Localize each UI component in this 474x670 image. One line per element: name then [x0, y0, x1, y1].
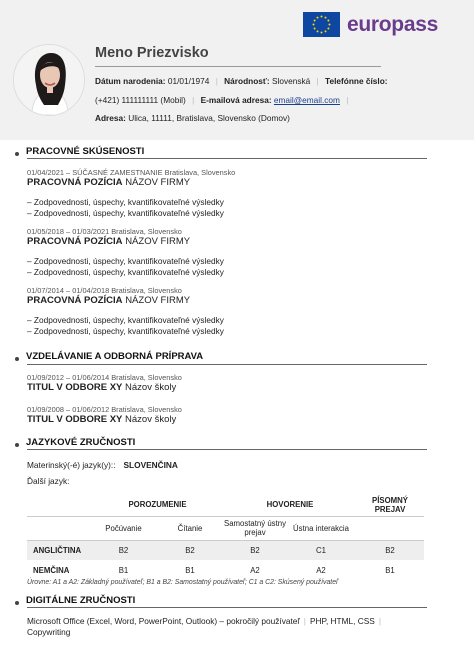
language-level-legend: Úrovne: A1 a A2: Základný používateľ; B1 a B2: Samostatný používateľ; C1 a C2: Skúsený používateľ [27, 579, 338, 586]
level-cell: B2 [356, 540, 424, 560]
section-title: VZDELÁVANIE A ODBORNÁ PRÍPRAVA [26, 350, 204, 362]
bullet-dot-icon [15, 601, 19, 605]
section-divider [27, 607, 427, 608]
experience-bullet: – Zodpovednosti, úspechy, kvantifikovateľné výsledky [27, 326, 224, 336]
profile-photo [13, 44, 85, 116]
education-item-2 [27, 405, 182, 425]
section-divider [27, 158, 427, 159]
experience-company: NÁZOV FIRMY [125, 295, 191, 306]
separator: | [316, 76, 319, 86]
section-experience [15, 145, 427, 157]
mother-tongue-label: Materinský(-é) jazyk(y):: [27, 460, 116, 470]
experience-bullets-3 [27, 315, 224, 337]
bullet-dot-icon [15, 152, 19, 156]
experience-bullets-2 [27, 256, 224, 278]
person-name: Meno Priezvisko [95, 45, 209, 61]
cv-header [0, 0, 474, 140]
sub-header: Ústna interakcia [286, 516, 356, 540]
education-school: Názov školy [125, 382, 177, 393]
separator: | [215, 76, 218, 86]
experience-item-2 [27, 227, 190, 247]
birth-value: 01/01/1974 [167, 76, 210, 86]
experience-bullet: – Zodpovednosti, úspechy, kvantifikovateľné výsledky [27, 197, 224, 207]
digital-skill: Copywriting [27, 626, 71, 637]
other-language-label: Ďalší jazyk: [27, 476, 70, 486]
info-row-1 [95, 76, 388, 86]
phone-label: Telefónne číslo: [325, 76, 388, 86]
education-degree: TITUL V ODBORE XY [27, 414, 123, 425]
section-languages [15, 436, 427, 448]
level-cell: C1 [286, 540, 356, 560]
nationality-label: Národnosť: [224, 76, 270, 86]
language-table-sub-row [27, 516, 424, 540]
section-divider [27, 449, 427, 450]
section-title: PRACOVNÉ SKÚSENOSTI [26, 145, 145, 157]
section-digital [15, 594, 427, 606]
eu-flag-icon [303, 12, 340, 37]
group-header: HOVORENIE [224, 494, 356, 516]
mother-tongue [27, 460, 178, 470]
education-meta: 01/09/2012 – 01/06/2014 Bratislava, Slovensko [27, 373, 182, 382]
experience-bullet: – Zodpovednosti, úspechy, kvantifikovateľné výsledky [27, 256, 224, 266]
mother-tongue-value: SLOVENČINA [123, 460, 178, 470]
phone-value: (+421) 111111111 (Mobil) [95, 95, 186, 105]
section-education [15, 350, 427, 362]
experience-meta: 01/04/2021 – SÚČASNÉ ZAMESTNANIE Bratislava, Slovensko [27, 168, 236, 177]
nationality-value: Slovenská [271, 76, 311, 86]
info-row-3 [95, 113, 290, 123]
experience-bullets-1 [27, 197, 224, 219]
table-row [27, 560, 424, 580]
name-divider [95, 66, 381, 67]
experience-bullet: – Zodpovednosti, úspechy, kvantifikovateľné výsledky [27, 315, 224, 325]
group-header: PÍSOMNÝ PREJAV [356, 494, 424, 516]
level-cell: B1 [185, 565, 195, 575]
level-cell: B2 [224, 540, 286, 560]
experience-company: NÁZOV FIRMY [125, 177, 191, 188]
experience-role: PRACOVNÁ POZÍCIA [27, 295, 123, 306]
address-value: Ulica, 11111, Bratislava, Slovensko (Domov) [128, 113, 290, 123]
level-cell: A2 [250, 565, 260, 575]
experience-role: PRACOVNÁ POZÍCIA [27, 236, 123, 247]
email-link[interactable]: email@email.com [273, 95, 340, 105]
sub-header: Čítanie [156, 516, 224, 540]
education-school: Názov školy [125, 414, 177, 425]
sub-header: Počúvanie [91, 516, 156, 540]
bullet-dot-icon [15, 357, 19, 361]
section-title: DIGITÁLNE ZRUČNOSTI [26, 594, 136, 606]
info-row-2 [95, 95, 352, 105]
section-title: JAZYKOVÉ ZRUČNOSTI [26, 436, 136, 448]
address-label: Adresa: [95, 113, 126, 123]
language-name: NEMČINA [33, 565, 70, 575]
education-item-1 [27, 373, 182, 393]
separator: | [192, 95, 195, 105]
experience-company: NÁZOV FIRMY [125, 236, 191, 247]
table-row [27, 540, 424, 560]
separator: | [346, 95, 349, 105]
experience-meta: 01/05/2018 – 01/03/2021 Bratislava, Slovensko [27, 227, 182, 236]
level-cell: B1 [118, 565, 129, 575]
europass-logo [303, 12, 438, 37]
experience-bullet: – Zodpovednosti, úspechy, kvantifikovateľné výsledky [27, 208, 224, 218]
bullet-dot-icon [15, 443, 19, 447]
language-name: ANGLIČTINA [27, 540, 91, 560]
language-table-group-row [27, 494, 424, 516]
separator: | [303, 616, 306, 626]
language-table [27, 494, 424, 580]
level-cell: A2 [316, 565, 326, 575]
digital-skill: Microsoft Office (Excel, Word, PowerPoint, Outlook) – pokročilý používateľ [27, 616, 300, 626]
digital-skills-list [27, 616, 407, 637]
level-cell: B2 [91, 540, 156, 560]
experience-item-1 [27, 168, 235, 188]
digital-skill: PHP, HTML, CSS [309, 616, 375, 626]
experience-item-3 [27, 286, 190, 306]
section-divider [27, 364, 427, 365]
education-meta: 01/09/2008 – 01/06/2012 Bratislava, Slovensko [27, 405, 182, 414]
level-cell: B1 [385, 565, 395, 575]
experience-role: PRACOVNÁ POZÍCIA [27, 177, 123, 188]
email-label: E-mailová adresa: [200, 95, 272, 105]
birth-label: Dátum narodenia: [95, 76, 166, 86]
level-cell: B2 [156, 540, 224, 560]
separator: | [378, 616, 381, 626]
education-degree: TITUL V ODBORE XY [27, 382, 123, 393]
group-header: POROZUMENIE [91, 494, 224, 516]
logo-text: europass [347, 12, 438, 36]
experience-bullet: – Zodpovednosti, úspechy, kvantifikovateľné výsledky [27, 267, 224, 277]
sub-header: Samostatný ústny prejav [224, 516, 286, 540]
experience-meta: 01/07/2014 – 01/04/2018 Bratislava, Slovensko [27, 286, 182, 295]
